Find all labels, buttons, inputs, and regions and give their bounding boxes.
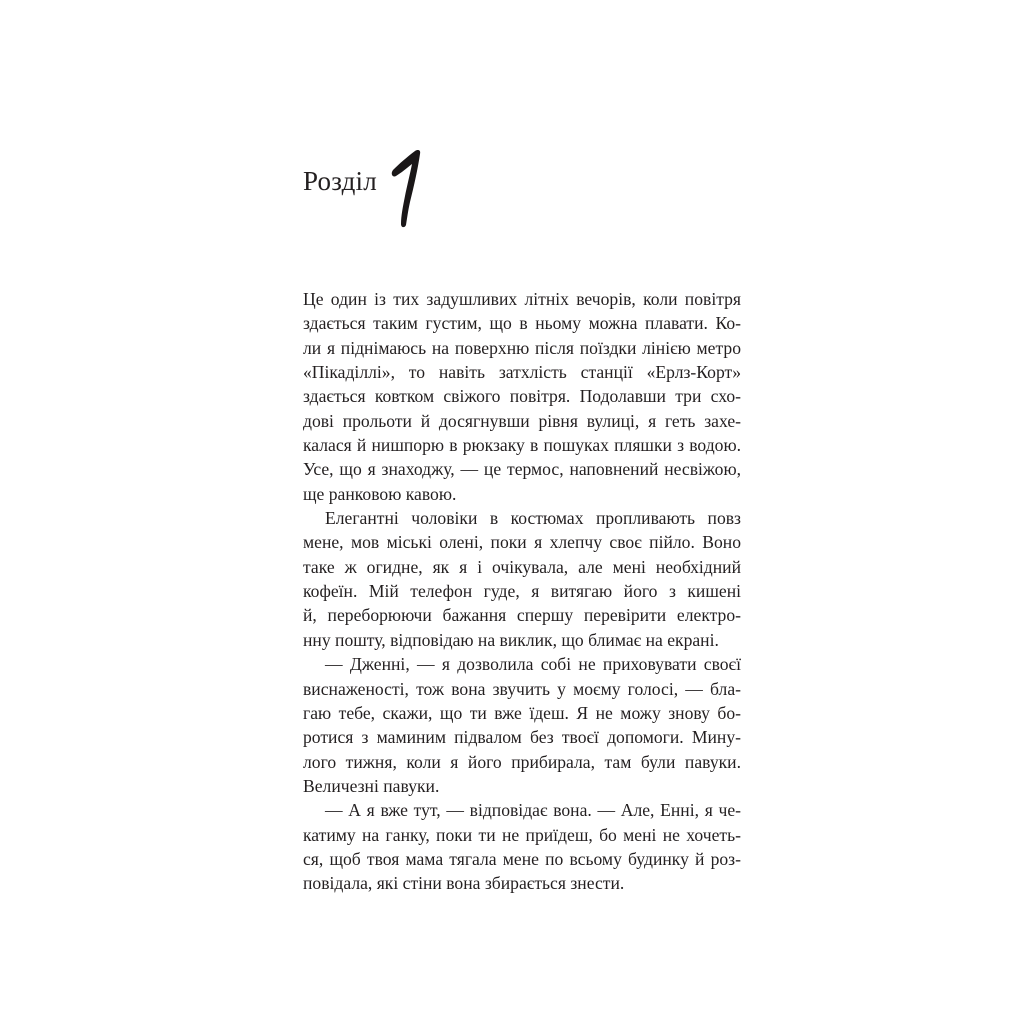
text-line: Елегантні чоловіки в костюмах пропливають повз bbox=[325, 508, 741, 529]
text-line: калася й нишпорю в рюкзаку в пошуках пляшки з водою. bbox=[303, 435, 741, 456]
text-line: гаю тебе, скажи, що ти вже їдеш. Я не можу знову бо- bbox=[303, 702, 741, 723]
text-line: Усе, що я знаходжу, — це термос, наповнений несвіжою, bbox=[303, 459, 741, 480]
text-line: й, переборюючи бажання спершу перевірити електро- bbox=[303, 605, 741, 626]
chapter-number bbox=[387, 148, 423, 228]
text-line: Це один із тих задушливих літніх вечорів, коли повітря bbox=[303, 289, 741, 309]
text-line: — Дженні, — я дозволила собі не приховувати своєї bbox=[325, 654, 741, 675]
text-line: таке ж огидне, як я і очікувала, але мені необхідний bbox=[303, 556, 741, 577]
chapter-heading bbox=[303, 138, 423, 228]
text-line: мене, мов міські олені, поки я хлепчу своє пійло. Воно bbox=[303, 532, 741, 553]
text-line: ще ранковою кавою. bbox=[303, 483, 457, 504]
chapter-label: Розділ bbox=[303, 166, 377, 196]
chapter-body-text bbox=[303, 287, 741, 896]
text-line: Величезні павуки. bbox=[303, 775, 440, 796]
text-line: «Пікаділлі», то навіть затхлість станції «Ерлз-Корт» bbox=[303, 362, 741, 383]
text-line: лого тижня, коли я його прибирала, там були павуки. bbox=[303, 751, 741, 772]
text-line: виснаженості, тож вона звучить у моєму голосі, — бла- bbox=[303, 678, 741, 699]
text-line: здається таким густим, що в ньому можна плавати. Ко- bbox=[303, 313, 741, 334]
text-line: нну пошту, відповідаю на виклик, що блимає на екрані. bbox=[303, 629, 719, 650]
text-line: катиму на ганку, поки ти не приїдеш, бо мені не хочеть- bbox=[303, 824, 741, 845]
text-line: здається ковтком свіжого повітря. Подолавши три схо- bbox=[303, 386, 741, 407]
text-line: — А я вже тут, — відповідає вона. — Але, Енні, я че- bbox=[325, 800, 741, 821]
text-line: повідала, які стіни вона збирається знести. bbox=[303, 873, 625, 894]
text-line: дові прольоти й досягнувши рівня вулиці, я геть захе- bbox=[303, 410, 741, 431]
text-line: кофеїн. Мій телефон гуде, я витягаю його з кишені bbox=[303, 581, 741, 602]
text-line: ротися з маминим підвалом без твоєї допомоги. Мину- bbox=[303, 727, 741, 748]
text-line: ли я піднімаюсь на поверхню після поїздки лінією метро bbox=[303, 337, 741, 358]
text-line: ся, щоб твоя мама тягала мене по всьому будинку й роз- bbox=[303, 848, 741, 869]
chapter-number-glyph-icon bbox=[387, 148, 423, 228]
